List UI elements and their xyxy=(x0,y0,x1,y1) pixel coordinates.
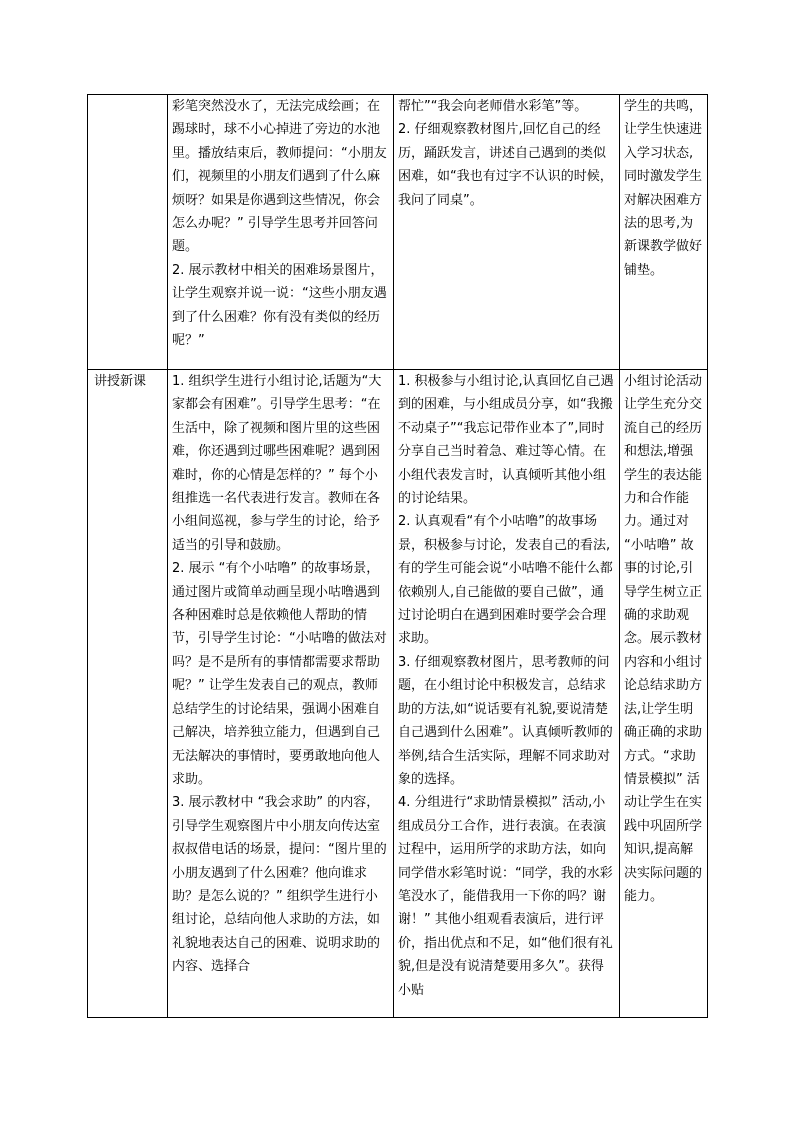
teacher-activity-cell xyxy=(168,95,394,370)
design-intent-cell xyxy=(620,370,708,1018)
student-paragraph: 3. 仔细观察教材图片，思考教师的问题，在小组讨论中积极发言，总结求助的方法,如“说话要有礼貌,要说清楚自己遇到什么困难”。认真倾听教师的举例,结合生活实际，理解不同求助对象的选择。 xyxy=(398,654,613,787)
student-paragraph: 2. 认真观看“有个小咕噜”的故事场景，积极参与讨论，发表自己的看法,有的学生可能会说“小咕噜不能什么都依赖别人,自己能做的要自己做”，通过讨论明白在遇到困难时要学会合理求助。 xyxy=(398,514,613,647)
teacher-paragraph: 3. 展示教材中 “我会求助” 的内容，引导学生观察图片中小朋友向传达室叔叔借电话的场景，提问：“图片里的小朋友遇到了什么困难？他向谁求助？是怎么说的？” 组织学生进行小组讨论，总结向他人求助的方法，如礼貌地表达自己的困难、说明求助的内容、选择合 xyxy=(172,795,387,975)
student-paragraph: 4. 分组进行“求助情景模拟” 活动,小组成员分工合作，进行表演。在表演过程中，运用所学的求助方法，如向同学借水彩笔时说：“同学，我的水彩笔没水了，能借我用一下你的吗？谢谢！” 其他小组观看表演后，进行评价，指出优点和不足，如“他们很有礼貌,但是没有说清楚要用多久”。获得小贴 xyxy=(398,795,613,998)
teacher-paragraph: 2. 展示 “有个小咕噜” 的故事场景，通过图片或简单动画呈现小咕噜遇到各种困难时总是依赖他人帮助的情节，引导学生讨论：“小咕噜的做法对吗？是不是所有的事情都需要求帮助呢？” 让学生发表自己的观点，教师总结学生的讨论结果，强调小困难自己解决，培养独立能力，但遇到自己无法解决的事情时，要勇敢地向他人求助。 xyxy=(172,561,387,787)
design-intent-cell xyxy=(620,95,708,370)
teacher-paragraph: 彩笔突然没水了，无法完成绘画；在踢球时，球不小心掉进了旁边的水池里。播放结束后，教师提问：“小朋友们，视频里的小朋友们遇到了什么麻烦呀？如果是你遇到这些情况，你会怎么办呢？” 引导学生思考并回答问题。 xyxy=(172,99,387,255)
student-paragraph: 2. 仔细观察教材图片,回忆自己的经历，踊跃发言，讲述自己遇到的类似困难，如“我也有过字不认识的时候，我问了同桌”。 xyxy=(398,122,613,208)
table-row xyxy=(88,370,708,1018)
lesson-plan-table xyxy=(87,94,708,1018)
intent-paragraph: 学生的共鸣，让学生快速进入学习状态,同时激发学生对解决困难方法的思考,为新课教学做好铺垫。 xyxy=(624,99,703,278)
teacher-paragraph: 1. 组织学生进行小组讨论,话题为“大家都会有困难”。引导学生思考：“在生活中，除了视频和图片里的这些困难，你还遇到过哪些困难呢？遇到困难时，你的心情是怎样的？” 每个小组推选一名代表进行发言。教师在各小组间巡视，参与学生的讨论，给予适当的引导和鼓励。 xyxy=(172,374,382,553)
stage-cell xyxy=(88,95,168,370)
stage-cell xyxy=(88,370,168,1018)
student-paragraph: 帮忙”“我会向老师借水彩笔”等。 xyxy=(398,99,588,114)
student-paragraph: 1. 积极参与小组讨论,认真回忆自己遇到的困难，与小组成员分享，如“我搬不动桌子”“我忘记带作业本了”,同时分享自己当时着急、难过等心情。在小组代表发言时，认真倾听其他小组的讨论结果。 xyxy=(398,374,614,507)
intent-paragraph: 小组讨论活动让学生充分交流自己的经历和想法,增强学生的表达能力和合作能力。通过对 “小咕噜” 故事的讨论,引导学生树立正确的求助观念。展示教材内容和小组讨论总结求助方法,让学生明确正确的求助方式。“求助情景模拟” 活动让学生在实践中巩固所学知识,提高解决实际问题的能力。 xyxy=(624,374,703,904)
student-activity-cell xyxy=(394,95,620,370)
teacher-paragraph: 2. 展示教材中相关的困难场景图片，让学生观察并说一说：“这些小朋友遇到了什么困难？你有没有类似的经历呢？” xyxy=(172,262,387,349)
table-row xyxy=(88,95,708,370)
stage-label: 讲授新课 xyxy=(94,374,147,389)
teacher-activity-cell xyxy=(168,370,394,1018)
student-activity-cell xyxy=(394,370,620,1018)
